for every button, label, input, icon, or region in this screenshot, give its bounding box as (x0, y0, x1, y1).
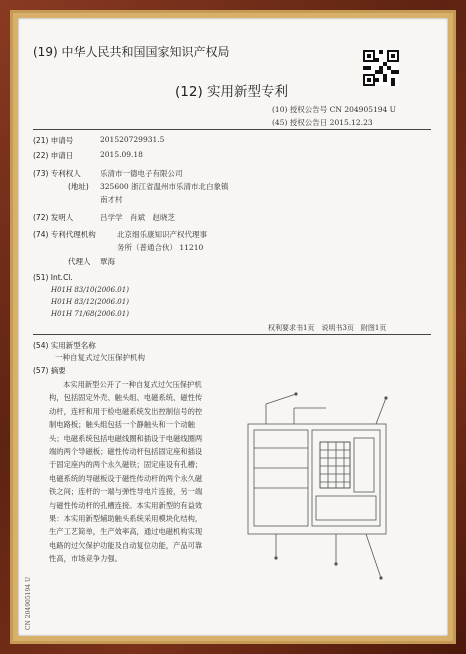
authority-heading: (19) 中华人民共和国国家知识产权局 (33, 45, 230, 59)
intcl-item: H01H 83/10(2006.01) (51, 286, 129, 294)
app-date-label: (22) 申请日 (33, 151, 74, 160)
abstract-text: 本实用新型公开了一种自复式过欠压保护机构，包括固定外壳、触头组、电磁系统、磁性传动杆，连杆和用于检电磁系统发出控制信号的控制电路板；触头组包括一个静触头和一个动触头；电磁系统包括电磁线圈和插设于电磁线圈两端的两个导磁板；磁性传动杆包括固定座和插设于固定座内的两个永久磁铁；固定座设有孔槽；电磁系统的导磁板设于磁性传动杆的两个永久磁铁之间；连杆的一端与弹性导电片连接，另一端与磁性传动杆的孔槽连接。本实用新型的有益效果：本实用新型辅助触头系统采用模块化结构，生产工艺简单，生产效率高，通过电磁机构实现电路的过欠保护功能及自动复位功能，产品可靠性高，市场竞争力强。 (49, 380, 203, 564)
app-date-value: 2015.09.18 (100, 150, 143, 159)
page-counts: 权利要求书1页 说明书3页 附图1页 (268, 324, 387, 332)
pub-date-label: (45) 授权公告日 (272, 118, 328, 127)
address-line-2: 南才村 (100, 195, 123, 204)
app-no-value: 201520729931.5 (100, 135, 165, 144)
biblio-rule (33, 334, 431, 335)
address-label: (地址) (68, 182, 89, 191)
inventor-names: 吕学学 肖斌 赵晓芝 (100, 213, 175, 222)
qr-code-icon (363, 50, 399, 86)
doc-type-heading: (12) 实用新型专利 (175, 84, 289, 100)
patentee-value: 乐清市一德电子有限公司 (100, 169, 183, 178)
agent-value: 覃海 (100, 257, 115, 266)
address-line-1: 325600 浙江省温州市乐清市北白象镇 (100, 182, 229, 191)
utility-model-title: 一种自复式过欠压保护机构 (55, 353, 145, 362)
inventor-label: (72) 发明人 (33, 213, 74, 222)
pub-no-label: (10) 授权公告号 (272, 105, 328, 114)
publication-number (272, 104, 396, 115)
title-label: (54) 实用新型名称 (33, 341, 96, 350)
agent-label: 代理人 (68, 257, 91, 266)
pub-date-value: 2015.12.23 (329, 118, 373, 127)
agency-label: (74) 专利代理机构 (33, 230, 96, 239)
pub-no-value: CN 204905194 U (329, 105, 397, 114)
abstract-drawing (236, 378, 394, 598)
patentee-label: (73) 专利权人 (33, 169, 81, 178)
intcl-item: H01H 83/12(2006.01) (51, 298, 129, 306)
intcl-label: (51) Int.Cl. (33, 273, 73, 282)
publication-date (272, 117, 373, 128)
side-publication-label: CN 204905194 U (25, 576, 32, 630)
header-rule (33, 129, 431, 130)
intcl-item: H01H 71/68(2006.01) (51, 310, 129, 318)
agency-line-2: 务所（普通合伙） 11210 (117, 243, 204, 252)
app-no-label: (21) 申请号 (33, 136, 74, 145)
agency-line-1: 北京细乐康知识产权代理事 (117, 230, 207, 239)
abstract-label: (57) 摘要 (33, 366, 66, 375)
